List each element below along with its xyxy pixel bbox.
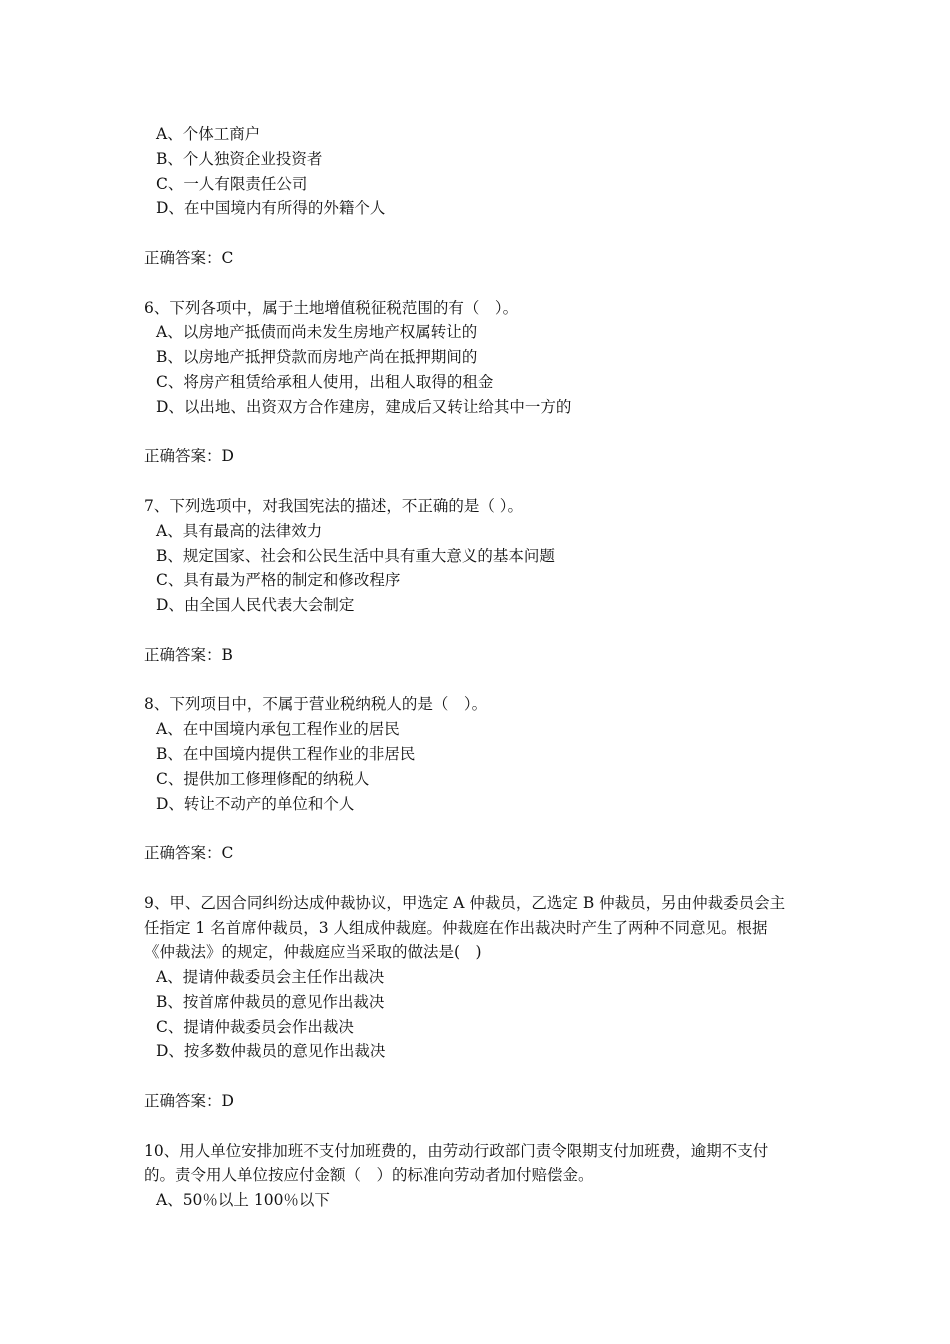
option-b: B、在中国境内提供工程作业的非居民 bbox=[156, 744, 416, 763]
question-text-line-1: 10、用人单位安排加班不支付加班费的，由劳动行政部门责令限期支付加班费，逾期不支付 bbox=[144, 1141, 769, 1160]
option-c: C、提请仲裁委员会作出裁决 bbox=[156, 1017, 354, 1036]
question-text-line-2: 的。责令用人单位按应付金额（ ）的标准向劳动者加付赔偿金。 bbox=[144, 1166, 594, 1185]
option-b: B、个人独资企业投资者 bbox=[156, 149, 323, 168]
correct-answer: 正确答案：D bbox=[144, 447, 234, 466]
option-a: A、提请仲裁委员会主任作出裁决 bbox=[156, 968, 385, 987]
question-text: 8、下列项目中，不属于营业税纳税人的是（ ）。 bbox=[144, 695, 488, 714]
option-b: B、以房地产抵押贷款而房地产尚在抵押期间的 bbox=[156, 348, 478, 367]
question-6 bbox=[144, 296, 814, 470]
question-text: 7、下列选项中，对我国宪法的描述，不正确的是（ ）。 bbox=[144, 496, 524, 515]
question-10 bbox=[144, 1139, 814, 1213]
option-c: C、将房产租赁给承租人使用，出租人取得的租金 bbox=[156, 372, 494, 391]
question-block-prev bbox=[144, 122, 814, 271]
option-d: D、由全国人民代表大会制定 bbox=[156, 596, 355, 615]
question-9 bbox=[144, 891, 814, 1114]
option-d: D、在中国境内有所得的外籍个人 bbox=[156, 199, 386, 218]
question-text-line-2: 任指定 1 名首席仲裁员，3 人组成仲裁庭。仲裁庭在作出裁决时产生了两种不同意见。根据 bbox=[144, 918, 768, 937]
option-d: D、按多数仲裁员的意见作出裁决 bbox=[156, 1042, 386, 1061]
question-8 bbox=[144, 692, 814, 866]
question-7 bbox=[144, 494, 814, 668]
option-c: C、一人有限责任公司 bbox=[156, 174, 308, 193]
option-c: C、提供加工修理修配的纳税人 bbox=[156, 769, 370, 788]
question-text-line-1: 9、甲、乙因合同纠纷达成仲裁协议，甲选定 A 仲裁员，乙选定 B 仲裁员，另由仲裁委员会主 bbox=[144, 893, 786, 912]
option-d: D、以出地、出资双方合作建房，建成后又转让给其中一方的 bbox=[156, 397, 572, 416]
option-a: A、50％以上 100％以下 bbox=[156, 1191, 330, 1210]
question-text-line-3: 《仲裁法》的规定，仲裁庭应当采取的做法是( ) bbox=[144, 943, 482, 962]
option-a: A、以房地产抵债而尚未发生房地产权属转让的 bbox=[156, 323, 478, 342]
option-b: B、规定国家、社会和公民生活中具有重大意义的基本问题 bbox=[156, 546, 555, 565]
option-c: C、具有最为严格的制定和修改程序 bbox=[156, 571, 401, 590]
option-a: A、在中国境内承包工程作业的居民 bbox=[156, 720, 400, 739]
question-text: 6、下列各项中，属于土地增值税征税范围的有（ ）。 bbox=[144, 298, 519, 317]
correct-answer: 正确答案：C bbox=[144, 844, 234, 863]
correct-answer: 正确答案：D bbox=[144, 1092, 234, 1111]
option-b: B、按首席仲裁员的意见作出裁决 bbox=[156, 992, 385, 1011]
option-a: A、个体工商户 bbox=[156, 125, 261, 143]
document-page bbox=[144, 122, 814, 1213]
option-d: D、转让不动产的单位和个人 bbox=[156, 794, 355, 813]
correct-answer: 正确答案：C bbox=[144, 248, 234, 267]
correct-answer: 正确答案：B bbox=[144, 645, 233, 664]
option-a: A、具有最高的法律效力 bbox=[156, 521, 323, 540]
